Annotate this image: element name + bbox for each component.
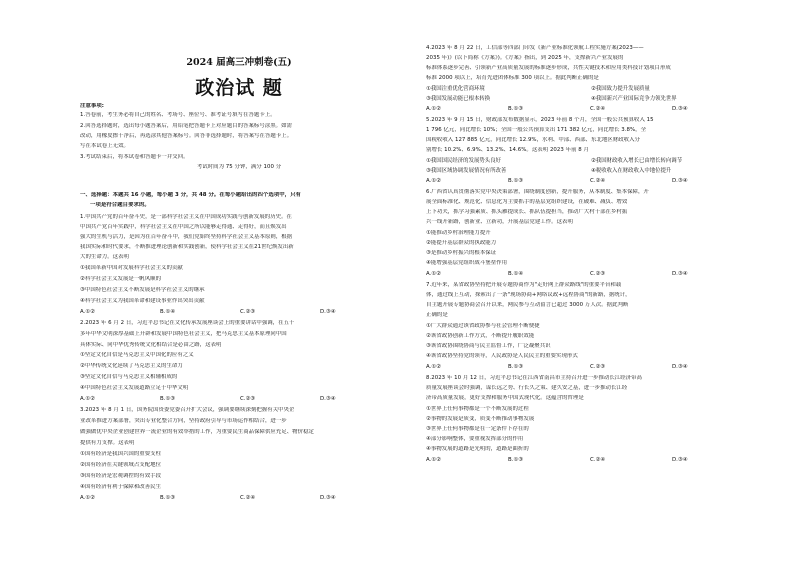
choice-a: A.①② xyxy=(426,271,441,277)
choice-a: A.①② xyxy=(80,309,95,315)
q1-option: ③中国特色社会主义不断发展是科学社会主义的继承 xyxy=(80,287,205,293)
choice-d: D.③④ xyxy=(320,309,336,315)
choice-c: C.②④ xyxy=(240,495,256,501)
q1-stem: 强大的生机与活力，是因为在百年奋斗中，我们党始终坚持科学社会主义基本原则，根据 xyxy=(80,234,293,240)
note-line: 3.考试结束后，将本试卷和答题卡一并交回。 xyxy=(80,154,189,160)
q7-stem: 正确的是 xyxy=(426,312,448,318)
q3-stem: 业改革推进方案部署，突出专业化整合方向，坚持政府引导与市场运作相结合，进一步 xyxy=(80,418,287,424)
q7-stem: 体，通过线上互动，探索出了一条"现场协商+网络议政+远程协商"的新路，据统计， xyxy=(426,292,631,298)
q6-stem: 兴一线开新路，创新业、立新功，开展基层党建工作。这表明 xyxy=(426,219,573,225)
choice-d: D.③④ xyxy=(672,271,688,277)
q5-stem: 5.2023 年 9 月 15 日，财政部发布数据显示，2023 年前 8 个月，全国一般公共预算收入 15 xyxy=(426,117,654,123)
choice-c: C.②④ xyxy=(590,106,606,112)
note-line: 写在本试卷上无效。 xyxy=(80,143,129,149)
q6-stem: 上下功夫，抓学习强素质、抓头雁提成长、抓队伍提担当，推动广大村干部在乡村振 xyxy=(426,209,628,215)
q2-option: ②中华传统文化延续了马克思主义的生命力 xyxy=(80,363,183,369)
q8-option: ④事物发展的道路是光明的，道路是曲折的 xyxy=(426,446,529,452)
q6-stem: 6.广西省认真贯彻落实党中央决策部署，围绕制度创新，提升服务，从本制度、集本保障，开 xyxy=(426,189,649,195)
choice-d: D.③④ xyxy=(672,178,688,184)
choice-a: A.①② xyxy=(426,364,441,370)
choice-c: C.②③ xyxy=(240,396,256,402)
q7-option: ①广大群众通过该省政协参与社会管理不断便捷 xyxy=(426,323,540,329)
q1-stem: 我国实际和时代要求，不断推进理论创新和实践创新，使科学社会主义在21世纪焕发出新 xyxy=(80,244,294,250)
choice-d: D.③④ xyxy=(320,396,336,402)
note-line: 1.答卷前，考生务必将自己的姓名、考场号、座位号、准考证号填写在答题卡上。 xyxy=(80,112,276,118)
choice-d: D.③④ xyxy=(672,457,688,463)
q3-stem: 提供有力支撑。这表明 xyxy=(80,440,135,446)
q2-stem: 具体实际、同中华优秀传统文化相结合是必由之路，这表明 xyxy=(80,342,222,348)
choice-d: D.③④ xyxy=(672,106,688,112)
q2-option: ①坚定文化自信是马克思主义中国化的应有之义 xyxy=(80,352,194,358)
q6-option: ②能提升基层群众的执政能力 xyxy=(426,240,497,246)
q8-stem: 8.2023 年 10 月 12 日，习近平总书记在江西省南昌市主持召开进一步推动长江经济带高 xyxy=(426,375,642,381)
choice-a: A.①② xyxy=(426,457,441,463)
exam-subject-title: 政治试 题 xyxy=(195,77,283,99)
choice-b: B.①③ xyxy=(160,396,176,402)
q8-stem: 济带高质量发展，更好支撑和服务中国式现代化。这蕴含的哲理是 xyxy=(426,395,584,401)
q8-option: ②事物的发展是质变，质变不断推动事物发展 xyxy=(426,416,535,422)
q7-option: ④该省政协坚持党的领导，人民政协是人民民主的重要实现形式 xyxy=(426,353,578,359)
q2-stem: 2.2023 年 6 月 2 日，习近平总书记在文化传承发展座谈会上的重要讲话中强调，在五千 xyxy=(80,320,295,326)
q4-stem: 标准体系逐步完善、引领新产业高质量发展的标准逐步形成，共性关键技术和应用类科技计划项目形成 xyxy=(426,65,671,71)
q1-option: ④科学社会主义为我国革命和建设事业作出突出贡献 xyxy=(80,298,205,304)
q1-stem: 1.中国共产党的百年奋斗史，是一部科学社会主义在中国成功实践与创新发展的历史。在 xyxy=(80,214,292,220)
q7-stem: 7.近年来，某省政协坚持把开展专题协商作为"走好网上群众路线"的重要平台和载 xyxy=(426,282,622,288)
choice-c: C.②③ xyxy=(590,271,606,277)
notes-heading: 注意事项: xyxy=(80,103,104,109)
q5-option: ③我国区域协调发展情况有所改善 xyxy=(426,168,507,174)
q6-option: ④能增强基层党组织战斗堡垒作用 xyxy=(426,260,508,266)
q4-option: ③我国发展动能已根本转换 xyxy=(426,96,491,102)
q5-stem: 国税收收入 127 885 亿元，同比增长 12.9%，水利、中部、西部、东北地区财政收入分 xyxy=(426,137,640,143)
q5-stem: 1 796 亿元，同比增长 10%；全国一般公共预算支出 171 382 亿元，同比增长 3.8%，全 xyxy=(426,127,647,133)
q2-stem: 多年中华文明深厚基础上开辟和发展中国特色社会主义，把马克思主义基本原理同中国 xyxy=(80,331,287,337)
q1-stem: 中国共产党百年实践中，科学社会主义在中国之所以能够走得通、走得好，而且焕发出 xyxy=(80,224,287,230)
q6-option: ③是推动乡村振兴的根本保证 xyxy=(426,250,497,256)
q7-option: ②该省政协创新工作方式，不断提升履职效能 xyxy=(426,333,535,339)
q5-option: ①我国国民经济的发展势头良好 xyxy=(426,158,501,164)
choice-b: B.①③ xyxy=(508,364,524,370)
q4-option: ①我国注重优化营商环境 xyxy=(426,86,485,92)
q4-option: ④我国新兴产业国际竞争力领先世界 xyxy=(591,96,677,102)
choice-d: D.③④ xyxy=(672,364,688,370)
q5-stem: 别增长 10.2%、6.9%、13.2%、14.6%。这表明 2023 年前 8 月 xyxy=(426,147,589,153)
q8-option: ④部分影响整体，要重视发挥部分的作用 xyxy=(426,436,524,442)
q3-option: ④国有经济有利于保障和改善民生 xyxy=(80,484,162,490)
note-line: 改动，用橡皮擦干净后，再选涂其他答案标号。回答非选择题时，将答案写在答题卡上。 xyxy=(80,133,293,139)
choice-c: C.②③ xyxy=(590,364,606,370)
time-score: 考试时间为 75 分钟，满分 100 分 xyxy=(196,164,282,170)
q4-option: ②我国致力提升发展质量 xyxy=(591,86,650,92)
exam-year-title: 2024 届高三冲刺卷(五) xyxy=(186,57,292,68)
choice-d: D.③④ xyxy=(320,495,336,501)
q2-option: ③坚定文化自信与马克思主义相辅相成的 xyxy=(80,374,178,380)
q6-option: ①能推动乡村治理能力提升 xyxy=(426,230,491,236)
q1-option: ①我国革新中国对发展科学社会主义的贡献 xyxy=(80,265,183,271)
q3-stem: 3.2023 年 8 月 1 日，国务院国资委党委召开扩大会议，强调要继续深刻把握有关中央企 xyxy=(80,407,295,413)
q8-option: ③世界上任何事物都是在一定条件下存在的 xyxy=(426,426,529,432)
choice-c: C.②③ xyxy=(240,309,256,315)
q6-stem: 展全面标准化、规范化、信息化为主要抓手的基层党组织建设，在破难、减负、增效 xyxy=(426,199,628,205)
choice-b: B.①④ xyxy=(508,271,524,277)
choice-a: A.①② xyxy=(80,495,95,501)
q1-stem: 大的生命力。这表明 xyxy=(80,254,129,260)
choice-a: A.①② xyxy=(80,396,95,402)
q3-option: ②国有经济在关键领域占支配地位 xyxy=(80,462,162,468)
choice-b: B.①③ xyxy=(508,457,524,463)
q8-stem: 质量发展座谈会时强调，谋长远之势、行长久之策、建久安之基，进一步推动长江经 xyxy=(426,385,628,391)
q3-option: ③国有经济是宏观调控的有效手段 xyxy=(80,473,162,479)
q5-option: ④税收收入在财政收入中地位提升 xyxy=(591,168,672,174)
note-line: 2.回答选择题时，选出每小题答案后，用铅笔把答题卡上对应题目的答案标号涂黑。如需 xyxy=(80,123,292,129)
q7-stem: 自主题开展专题协商会召开以来，网民参与互动留言已超过 3000 万人次。据此判断 xyxy=(426,302,629,308)
choice-c: C.②④ xyxy=(590,178,606,184)
choice-b: B.①③ xyxy=(160,495,176,501)
q2-option: ④中国特色社会主义发展道路立足于中华文明 xyxy=(80,385,189,391)
q3-option: ①国有经济是我国兴国的重要支柱 xyxy=(80,451,162,457)
section-heading-cont: 一项是符合题目要求的。 xyxy=(90,202,150,208)
q7-option: ③该省政协围绕协商与民主监督工作，广泛凝聚共识 xyxy=(426,343,551,349)
choice-c: C.②④ xyxy=(590,457,606,463)
q5-option: ②我国财政收入增长已由增长转向调节 xyxy=(591,158,683,164)
q4-stem: 标准 2000 项以上，培育先进团体标准 300 项以上。据此判断正确的是 xyxy=(426,75,599,81)
q4-stem: 4.2023 年 8 月 22 日，工信部等四部门印发《新产业标准化领航工程实施方案(2023—— xyxy=(426,45,644,51)
q4-stem: 2035 年)》(以下简称《方案》)。《方案》指出，到 2025 年，支撑新兴产业发展的 xyxy=(426,55,624,61)
q8-option: ①世界上任何事物都是一个不断发展的过程 xyxy=(426,406,529,412)
q1-option: ②科学社会主义发展是一帆风顺的 xyxy=(80,276,162,282)
choice-b: B.①④ xyxy=(160,309,176,315)
choice-b: B.①③ xyxy=(508,106,524,112)
choice-a: A.①② xyxy=(426,106,441,112)
choice-b: B.①③ xyxy=(508,178,524,184)
q3-stem: 做强做优中央企业创建世界一流企业的有效举措的工作，为重要民生商品保障供应充足、物价稳定 xyxy=(80,429,314,435)
choice-a: A.①② xyxy=(426,178,441,184)
section-heading: 一、选择题：本题共 16 小题，每小题 3 分，共 48 分。在每小题给出的四个选项中，只有 xyxy=(80,192,301,198)
